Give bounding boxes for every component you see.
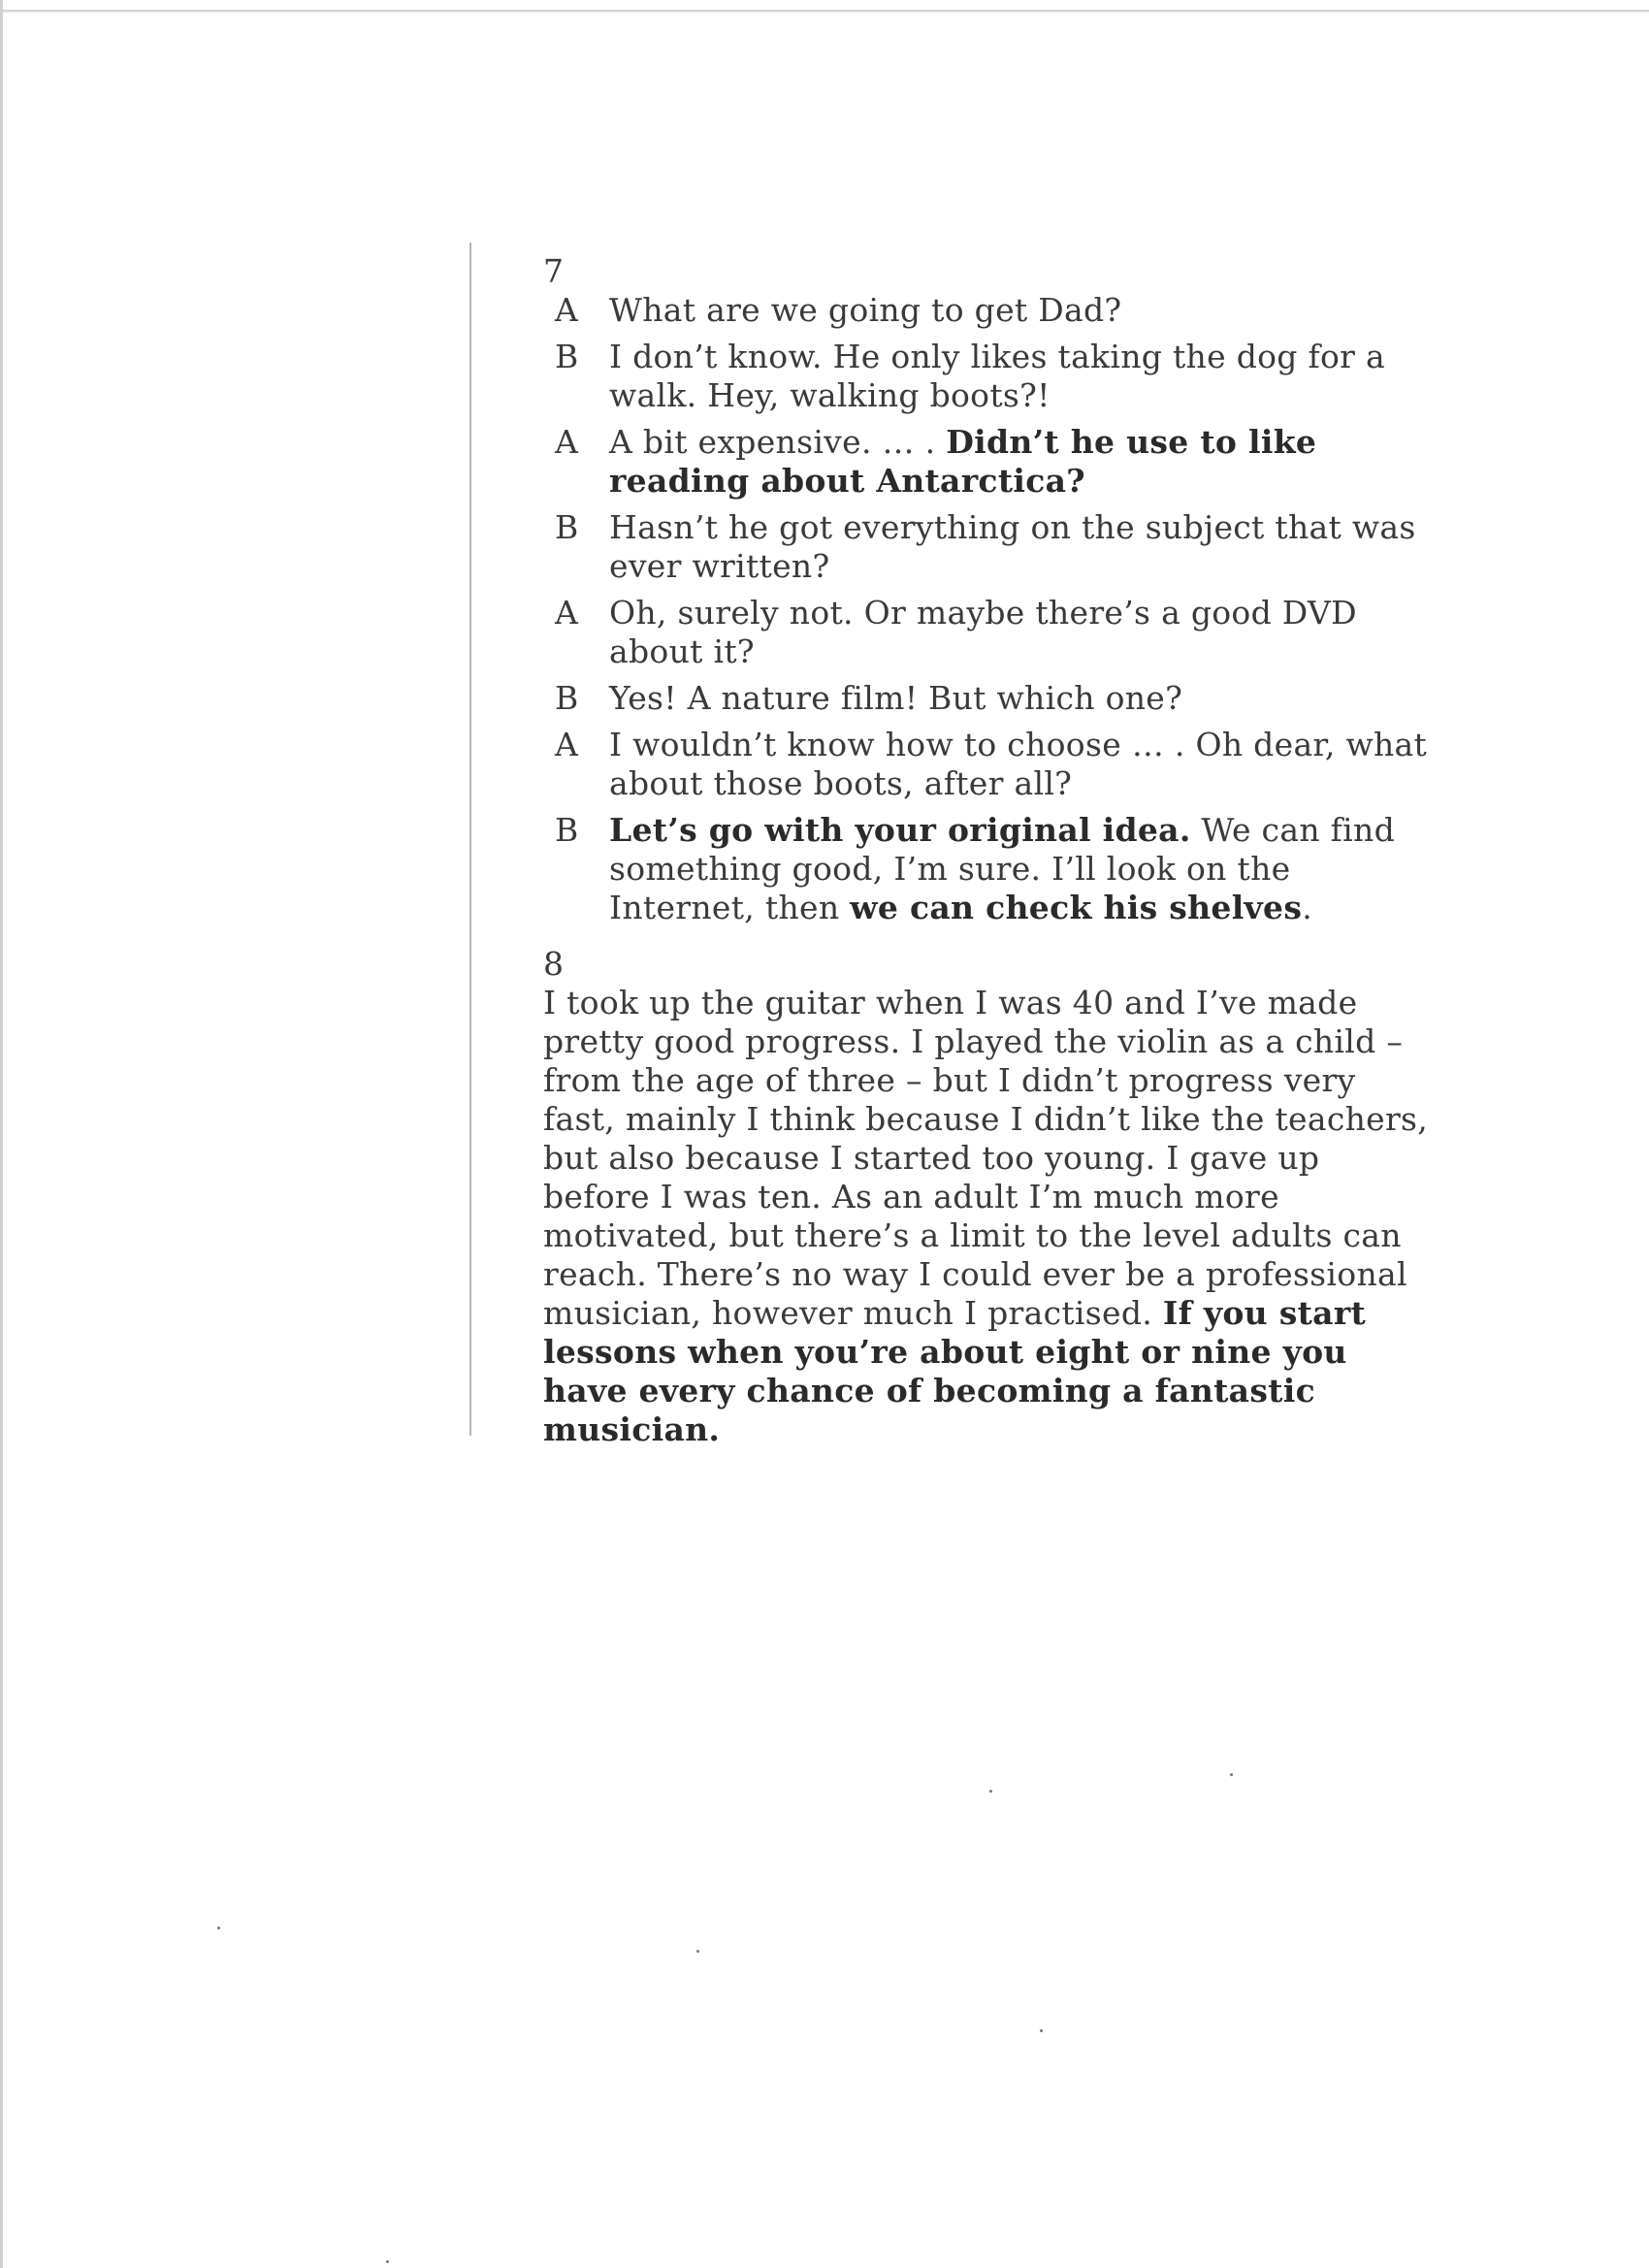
margin-rule <box>469 243 471 1436</box>
speaker-label: A <box>555 726 579 763</box>
utterance-text: A bit expensive. … . <box>609 423 947 461</box>
scan-edge-left <box>0 0 3 2268</box>
dialogue-line <box>555 291 1436 330</box>
scan-speck <box>696 1950 699 1953</box>
dialogue-line <box>555 594 1436 671</box>
dialogue-line <box>555 726 1436 803</box>
paragraph-highlight: If you start lessons when you’re about eight or nine you have every chance of becoming a fantastic musician. <box>543 1294 1367 1448</box>
utterance-highlight: we can check his shelves <box>850 889 1303 926</box>
scan-speck <box>386 2260 389 2263</box>
paragraph-text: I took up the guitar when I was 40 and I’ve made pretty good progress. I played the violin as a child – from the age of three – but I didn’t progress very fast, mainly I think because I didn’t like the teachers, but also because I started too young. I gave up before I was ten. As an adult I’m much more motivated, but there’s a limit to the level adults can reach. There’s no way I could ever be a professional musician, however much I practised. <box>543 984 1429 1332</box>
dialogue-line <box>555 811 1436 927</box>
utterance-text: Hasn’t he got everything on the subject that was ever written? <box>609 508 1416 585</box>
speaker-label: B <box>555 811 579 849</box>
dialogue-line <box>555 338 1436 415</box>
section-7 <box>543 252 1436 927</box>
utterance <box>609 726 1436 803</box>
speaker-label: B <box>555 338 579 375</box>
speaker-label: B <box>555 679 579 717</box>
utterance <box>609 594 1436 671</box>
utterance <box>609 679 1436 718</box>
utterance-text: . <box>1302 889 1312 926</box>
utterance-text: We can find something good, I’m sure. I’ll look on the Internet, then <box>609 811 1396 926</box>
monologue-paragraph <box>543 984 1436 1449</box>
dialogue-line <box>555 679 1436 718</box>
section-number: 7 <box>543 252 565 290</box>
utterance <box>609 338 1436 415</box>
section-number: 8 <box>543 945 565 983</box>
utterance-text: I wouldn’t know how to choose … . Oh dear, what about those boots, after all? <box>609 726 1428 802</box>
dialogue-line <box>555 508 1436 586</box>
scan-edge-top <box>0 10 1649 13</box>
scan-speck <box>217 1927 220 1929</box>
utterance <box>609 811 1436 927</box>
utterance-text: What are we going to get Dad? <box>609 291 1122 329</box>
utterance <box>609 508 1436 586</box>
dialogue-line <box>555 423 1436 501</box>
scan-speck <box>1230 1773 1233 1776</box>
utterance-highlight: Let’s go with your original idea. <box>609 811 1191 849</box>
speaker-label: A <box>555 291 579 329</box>
scan-speck <box>989 1790 992 1793</box>
utterance-text: Oh, surely not. Or maybe there’s a good DVD about it? <box>609 594 1357 670</box>
section-8 <box>543 945 1436 1449</box>
utterance-text: Yes! A nature film! But which one? <box>609 679 1183 717</box>
dialogue <box>555 291 1436 927</box>
page-content <box>543 252 1436 1449</box>
utterance-text: I don’t know. He only likes taking the dog for a walk. Hey, walking boots?! <box>609 338 1386 414</box>
speaker-label: A <box>555 423 579 461</box>
scan-speck <box>1040 2029 1043 2032</box>
utterance-highlight: Didn’t he use to like reading about Antarctica? <box>609 423 1317 500</box>
speaker-label: B <box>555 508 579 546</box>
utterance <box>609 291 1436 330</box>
utterance <box>609 423 1436 501</box>
speaker-label: A <box>555 594 579 632</box>
